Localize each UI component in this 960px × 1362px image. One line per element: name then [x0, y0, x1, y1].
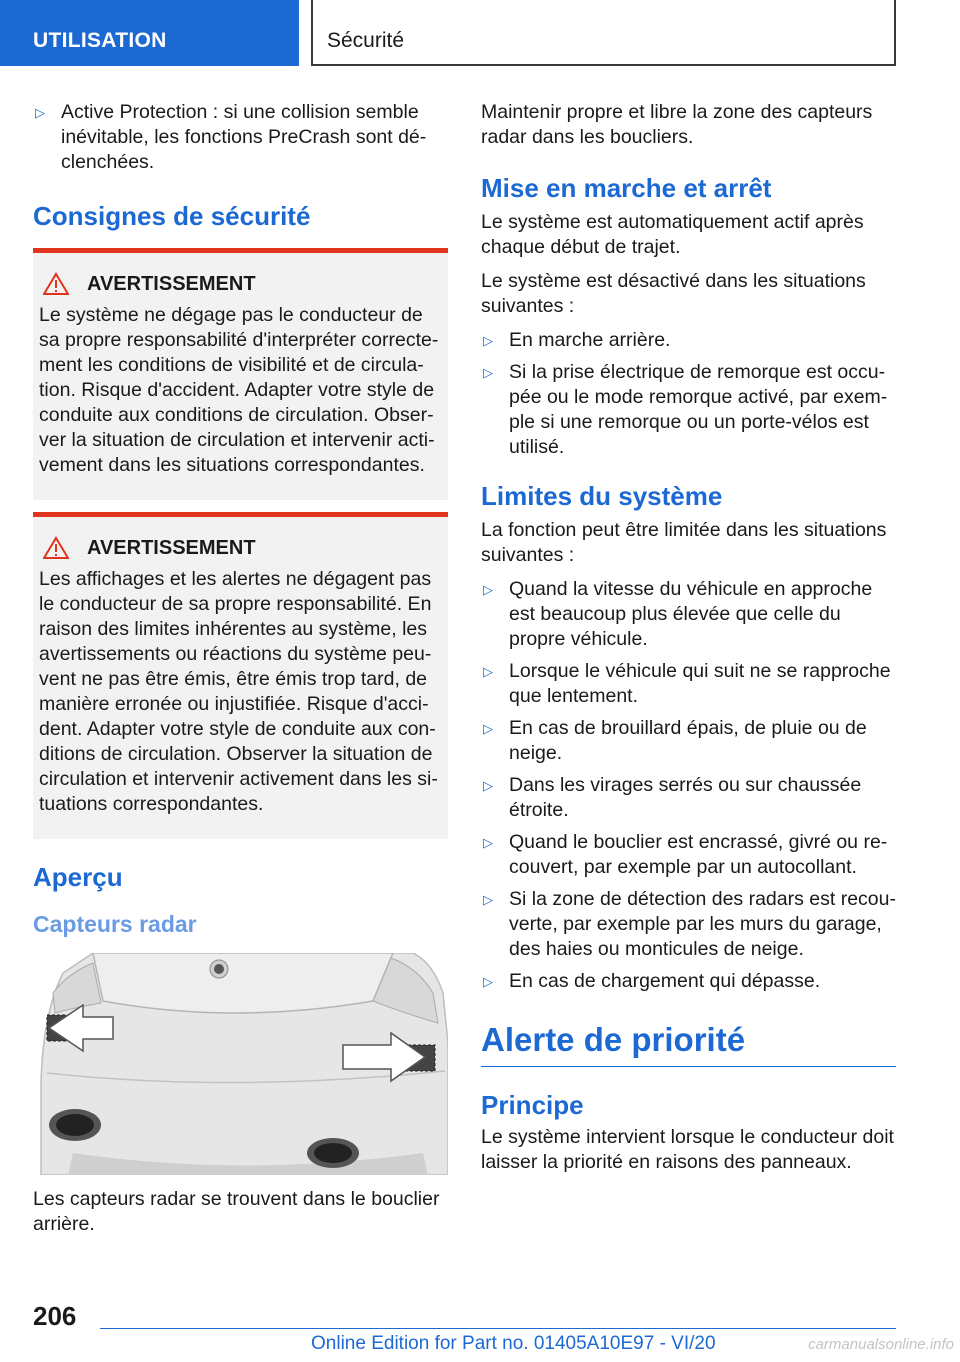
warning-header: [39, 536, 439, 560]
bullet-text: En marche arrière.: [509, 329, 671, 351]
list-item: [481, 969, 896, 994]
triangle-bullet-icon: ▷: [483, 582, 493, 597]
triangle-bullet-icon: ▷: [483, 333, 493, 348]
list-item: [481, 328, 896, 353]
right-column: [481, 100, 896, 1184]
warning-text: Les affichages et les alertes ne dégagent pas le conducteur de sa propre responsabilité. En raison des limites inhérentes au système, les avertissements ou réactions du système peuvent ne pas être émis, être émis trop tard, de manière erronée ou injustifiée. Risque d'accident. Adapter votre style de conduite aux conditions de circulation. Observer la situation de circulation et intervenir activement dans les situations correspondantes.: [39, 568, 438, 815]
warning-header: [39, 272, 439, 296]
left-column: [33, 100, 448, 1246]
list-item: [481, 830, 896, 880]
section-heading-onoff: Mise en marche et arrêt: [481, 173, 772, 203]
limits-paragraph: La fonction peut être limitée dans les situations suivantes :: [481, 519, 887, 566]
header-section-label: UTILISATION: [33, 29, 167, 52]
section-heading-overview: Aperçu: [33, 862, 123, 892]
warning-triangle-icon: [43, 536, 69, 560]
onoff-paragraph-1: Le système est automatiquement actif après chaque début de trajet.: [481, 211, 864, 258]
warning-triangle-icon: [43, 272, 69, 296]
section-heading-safety: Consignes de sécurité: [33, 201, 311, 231]
bullet-text: Lorsque le véhicule qui suit ne se rapproche que lentement.: [509, 660, 891, 707]
bullet-text: Dans les virages serrés ou sur chaussée étroite.: [509, 774, 862, 821]
triangle-bullet-icon: ▷: [483, 974, 493, 989]
list-item: [33, 100, 448, 175]
triangle-bullet-icon: ▷: [483, 664, 493, 679]
warning-title: AVERTISSEMENT: [87, 536, 256, 559]
bullet-text: Si la zone de détection des radars est recouverte, par exemple par les murs du garage, des haies ou monticules de neige.: [509, 888, 896, 960]
onoff-paragraph-2: Le système est désactivé dans les situations suivantes :: [481, 270, 866, 317]
footer-edition: Online Edition for Part no. 01405A10E97 - VI/20: [311, 1333, 716, 1354]
triangle-bullet-icon: ▷: [483, 778, 493, 793]
warning-text: Le système ne dégage pas le conducteur de sa propre responsabilité d'interpréter correctement les conditions de visibilité et de circulation. Risque d'accident. Adapter votre style de conduite aux conditions de circulation. Observer la situation de circulation et intervenir activement dans les situations correspondantes.: [39, 304, 439, 476]
chapter-heading-priority: Alerte de priorité: [481, 1021, 746, 1058]
radar-caption: Les capteurs radar se trouvent dans le bouclier arrière.: [33, 1188, 440, 1235]
header-chapter-tab: [311, 0, 896, 66]
warning-title: AVERTISSEMENT: [87, 272, 256, 295]
list-item: [481, 887, 896, 962]
list-item: [481, 716, 896, 766]
keep-clean-text: Maintenir propre et libre la zone des capteurs radar dans les boucliers.: [481, 101, 873, 148]
bullet-text: Active Protection : si une collision semble inévitable, les fonctions PreCrash sont déclenchées.: [61, 101, 427, 173]
principle-paragraph: Le système intervient lorsque le conducteur doit laisser la priorité en raisons des panneaux.: [481, 1126, 894, 1173]
radar-sensor-illustration: [33, 953, 448, 1175]
watermark: carmanualsonline.info: [808, 1336, 954, 1353]
warning-box: [33, 512, 448, 839]
page-number: 206: [33, 1301, 77, 1331]
triangle-bullet-icon: ▷: [35, 105, 45, 120]
bullet-text: Quand la vitesse du véhicule en approche est beaucoup plus élevée que celle du propre véhicule.: [509, 578, 873, 650]
header-chapter-label: Sécurité: [327, 29, 405, 52]
header-section-tab: [0, 0, 299, 66]
bullet-text: En cas de chargement qui dépasse.: [509, 970, 821, 992]
bullet-text: En cas de brouillard épais, de pluie ou de neige.: [509, 717, 867, 764]
triangle-bullet-icon: ▷: [483, 365, 493, 380]
list-item: [481, 659, 896, 709]
footer-rule: [100, 1328, 896, 1329]
list-item: [481, 577, 896, 652]
chapter-heading-wrapper: [481, 1020, 896, 1067]
subsection-heading-radar: Capteurs radar: [33, 911, 197, 937]
triangle-bullet-icon: ▷: [483, 892, 493, 907]
bullet-text: Si la prise électrique de remorque est occupée ou le mode remorque activé, par exemple si une remorque ou un porte-vélos est utilisé.: [509, 361, 888, 458]
section-heading-principle: Principe: [481, 1090, 584, 1120]
bullet-text: Quand le bouclier est encrassé, givré ou recouvert, par exemple par un autocollant.: [509, 831, 888, 878]
list-item: [481, 773, 896, 823]
section-heading-limits: Limites du système: [481, 481, 723, 511]
warning-box: [33, 248, 448, 500]
triangle-bullet-icon: ▷: [483, 721, 493, 736]
list-item: [481, 360, 896, 460]
triangle-bullet-icon: ▷: [483, 835, 493, 850]
